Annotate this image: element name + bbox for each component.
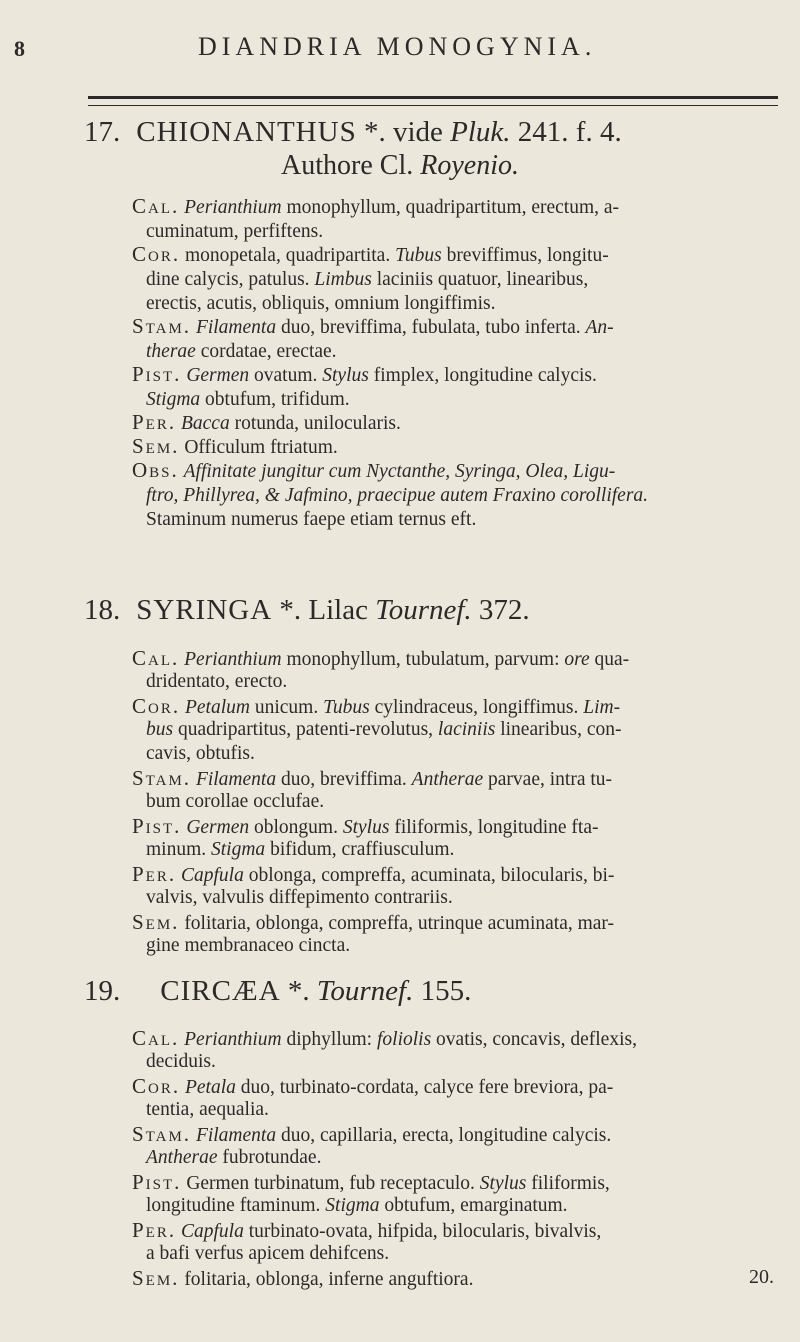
- entry-17-line: Pist. Germen ovatum. Stylus fimplex, longitudine calycis.: [132, 362, 597, 386]
- entry-19-stam-cont: Antherae fubrotundae.: [146, 1147, 322, 1168]
- entry-19-pist-cont: longitudine ftaminum. Stigma obtufum, emarginatum.: [146, 1195, 568, 1216]
- entry-19-cal-cont: deciduis.: [146, 1051, 216, 1072]
- entry-19-pist: Pist. Germen turbinatum, fub receptaculo. Stylus filiformis,: [132, 1170, 610, 1194]
- entry-18-per: Per. Capfula oblonga, compreffa, acuminata, bilocularis, bi-: [132, 862, 615, 886]
- entry-17-line: Cor. monopetala, quadripartita. Tubus breviffimus, longitu-: [132, 242, 609, 266]
- running-head: DIANDRIA MONOGYNIA.: [198, 32, 597, 61]
- entry-19-title: 19. CIRCÆA *. Tournef. 155.: [84, 975, 472, 1007]
- entry-18-pist-cont: minum. Stigma bifidum, craffiusculum.: [146, 839, 455, 860]
- entry-18-per-cont: valvis, valvulis diffepimento contrariis.: [146, 887, 453, 908]
- entry-17-line: therae cordatae, erectae.: [146, 341, 337, 362]
- entry-19-cal: Cal. Perianthium diphyllum: foliolis ovatis, concavis, deflexis,: [132, 1026, 637, 1050]
- entry-18-title: 18. SYRINGA *. Lilac Tournef. 372.: [84, 594, 530, 626]
- entry-19-cor-cont: tentia, aequalia.: [146, 1099, 269, 1120]
- entry-17-line: Per. Bacca rotunda, unilocularis.: [132, 410, 401, 434]
- entry-17-author: Authore Cl. Royenio.: [281, 150, 519, 181]
- entry-18-stam: Stam. Filamenta duo, breviffima. Antherae parvae, intra tu-: [132, 766, 613, 790]
- header-rule: [88, 96, 778, 106]
- entry-17-line: erectis, acutis, obliquis, omnium longiffimis.: [146, 293, 496, 314]
- entry-17-line: cuminatum, perfiftens.: [146, 221, 324, 242]
- entry-18-sem: Sem. folitaria, oblonga, compreffa, utrinque acuminata, mar-: [132, 910, 615, 934]
- entry-17-line: ftro, Phillyrea, & Jafmino, praecipue autem Fraxino corollifera.: [146, 485, 649, 506]
- entry-18-sem-cont: gine membranaceo cincta.: [146, 935, 351, 956]
- entry-19-stam: Stam. Filamenta duo, capillaria, erecta, longitudine calycis.: [132, 1122, 612, 1146]
- entry-19-per-cont: a bafi verfus apicem dehifcens.: [146, 1243, 390, 1264]
- entry-17-line: Staminum numerus faepe etiam ternus eft.: [146, 509, 477, 530]
- entry-18-cal-cont: dridentato, erecto.: [146, 671, 288, 692]
- entry-17-line: Cal. Perianthium monophyllum, quadripartitum, erectum, a-: [132, 194, 620, 218]
- page-header: [0, 30, 800, 70]
- entry-17-line: Stigma obtufum, trifidum.: [146, 389, 350, 410]
- entry-17-line: dine calycis, patulus. Limbus laciniis quatuor, linearibus,: [146, 269, 589, 290]
- entry-17-line: Stam. Filamenta duo, breviffima, fubulata, tubo inferta. An-: [132, 314, 614, 338]
- entry-18-cal: Cal. Perianthium monophyllum, tubulatum, parvum: ore qua-: [132, 646, 630, 670]
- entry-18-cor-cont: bus quadripartitus, patenti-revolutus, laciniis linearibus, con-: [146, 719, 622, 740]
- page-number: 8: [14, 36, 25, 61]
- entry-17-line: Obs. Affinitate jungitur cum Nyctanthe, Syringa, Olea, Ligu-: [132, 458, 616, 482]
- entry-17-line: Sem. Officulum ftriatum.: [132, 434, 338, 458]
- entry-19-cor: Cor. Petala duo, turbinato-cordata, calyce fere breviora, pa-: [132, 1074, 614, 1098]
- entry-18-stam-cont: bum corollae occlufae.: [146, 791, 325, 812]
- entry-18-pist: Pist. Germen oblongum. Stylus filiformis, longitudine fta-: [132, 814, 599, 838]
- catchword: 20.: [749, 1266, 774, 1288]
- entry-19-sem: Sem. folitaria, oblonga, inferne anguftiora.: [132, 1266, 474, 1290]
- entry-19-per: Per. Capfula turbinato-ovata, hifpida, bilocularis, bivalvis,: [132, 1218, 602, 1242]
- entry-17-title: 17. CHIONANTHUS *. vide Pluk. 241. f. 4.: [84, 116, 622, 148]
- entry-18-cor-cont2: cavis, obtufis.: [146, 743, 255, 764]
- entry-18-cor: Cor. Petalum unicum. Tubus cylindraceus, longiffimus. Lim-: [132, 694, 621, 718]
